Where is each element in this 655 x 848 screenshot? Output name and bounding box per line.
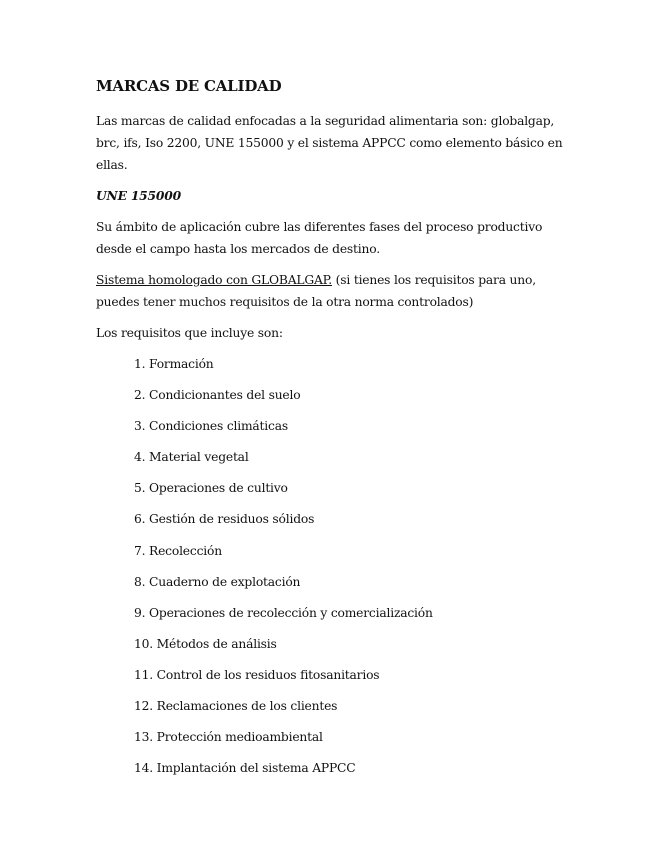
list-item: 6. Gestión de residuos sólidos bbox=[134, 512, 315, 527]
list-item: 7. Recolección bbox=[134, 543, 222, 558]
document-page bbox=[96, 76, 566, 789]
list-item: 3. Condiciones climáticas bbox=[134, 419, 288, 434]
list-item: 2. Condicionantes del suelo bbox=[134, 388, 301, 403]
list-item: 8. Cuaderno de explotación bbox=[134, 574, 301, 589]
list-item: 12. Reclamaciones de los clientes bbox=[134, 699, 338, 714]
list-item: 5. Operaciones de cultivo bbox=[134, 481, 288, 496]
scope-paragraph: Su ámbito de aplicación cubre las diferentes fases del proceso productivo desde el campo hasta los mercados de destino. bbox=[96, 220, 543, 256]
homologation-underlined-text: Sistema homologado con GLOBALGAP. bbox=[96, 273, 332, 287]
intro-paragraph: Las marcas de calidad enfocadas a la seguridad alimentaria son: globalgap, brc, ifs, Iso 2200, UNE 155000 y el sistema APPCC como elemento básico en ellas. bbox=[96, 114, 563, 172]
list-item: 13. Protección medioambiental bbox=[134, 730, 323, 745]
document-title: MARCAS DE CALIDAD bbox=[96, 77, 282, 95]
list-item: 10. Métodos de análisis bbox=[134, 636, 277, 651]
list-item: 11. Control de los residuos fitosanitarios bbox=[134, 667, 380, 682]
requirements-intro: Los requisitos que incluye son: bbox=[96, 326, 283, 340]
homologation-note: (si tienes los requisitos para uno, puedes tener muchos requisitos de la otra norma controlados) bbox=[96, 273, 536, 309]
list-item: 14. Implantación del sistema APPCC bbox=[134, 761, 356, 776]
section-heading: UNE 155000 bbox=[96, 188, 181, 203]
list-item: 1. Formación bbox=[134, 357, 214, 371]
list-item: 9. Operaciones de recolección y comercialización bbox=[134, 605, 433, 620]
requirements-list bbox=[96, 354, 566, 789]
list-item: 4. Material vegetal bbox=[134, 450, 249, 465]
homologation-paragraph bbox=[96, 269, 566, 313]
